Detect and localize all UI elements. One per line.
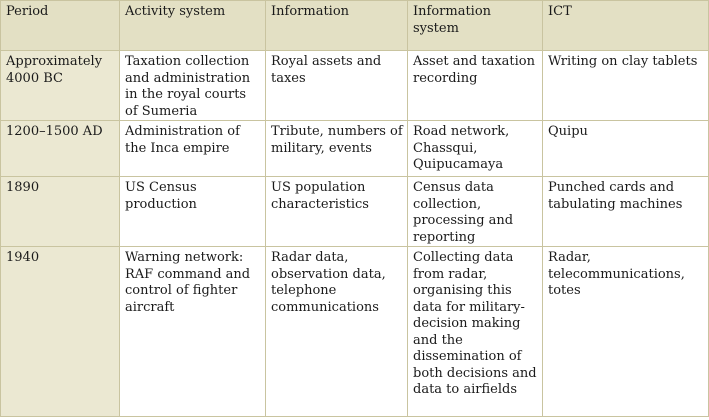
header-ict: ICT (543, 1, 709, 51)
table-row (1, 121, 709, 177)
activity-system-cell: US Census production (120, 177, 266, 247)
table-row (1, 177, 709, 247)
activity-system-cell: Administration of the Inca empire (120, 121, 266, 177)
table-row (1, 51, 709, 121)
header-row (1, 1, 709, 51)
table-body (1, 51, 709, 417)
table-header (1, 1, 709, 51)
information-system-cell: Collecting data from radar, organising this data for military-decision making and the dissemination of both decisions and data to airfields (408, 247, 543, 417)
information-system-cell: Census data collection, processing and reporting (408, 177, 543, 247)
header-period: Period (1, 1, 120, 51)
ict-cell: Writing on clay tablets (543, 51, 709, 121)
information-cell: US population characteristics (266, 177, 408, 247)
period-cell: 1890 (1, 177, 120, 247)
period-cell: 1940 (1, 247, 120, 417)
ict-cell: Radar, telecommunications, totes (543, 247, 709, 417)
information-cell: Royal assets and taxes (266, 51, 408, 121)
activity-system-cell: Taxation collection and administration in the royal courts of Sumeria (120, 51, 266, 121)
period-cell: 1200–1500 AD (1, 121, 120, 177)
header-information: Information (266, 1, 408, 51)
period-cell: Approximately 4000 BC (1, 51, 120, 121)
header-information-system: Information system (408, 1, 543, 51)
information-system-cell: Asset and taxation recording (408, 51, 543, 121)
header-activity-system: Activity system (120, 1, 266, 51)
ict-cell: Punched cards and tabulating machines (543, 177, 709, 247)
table-row (1, 247, 709, 417)
information-cell: Tribute, numbers of military, events (266, 121, 408, 177)
activity-system-cell: Warning network: RAF command and control of fighter aircraft (120, 247, 266, 417)
ict-cell: Quipu (543, 121, 709, 177)
information-cell: Radar data, observation data, telephone communications (266, 247, 408, 417)
information-system-cell: Road network, Chassqui, Quipucamaya (408, 121, 543, 177)
